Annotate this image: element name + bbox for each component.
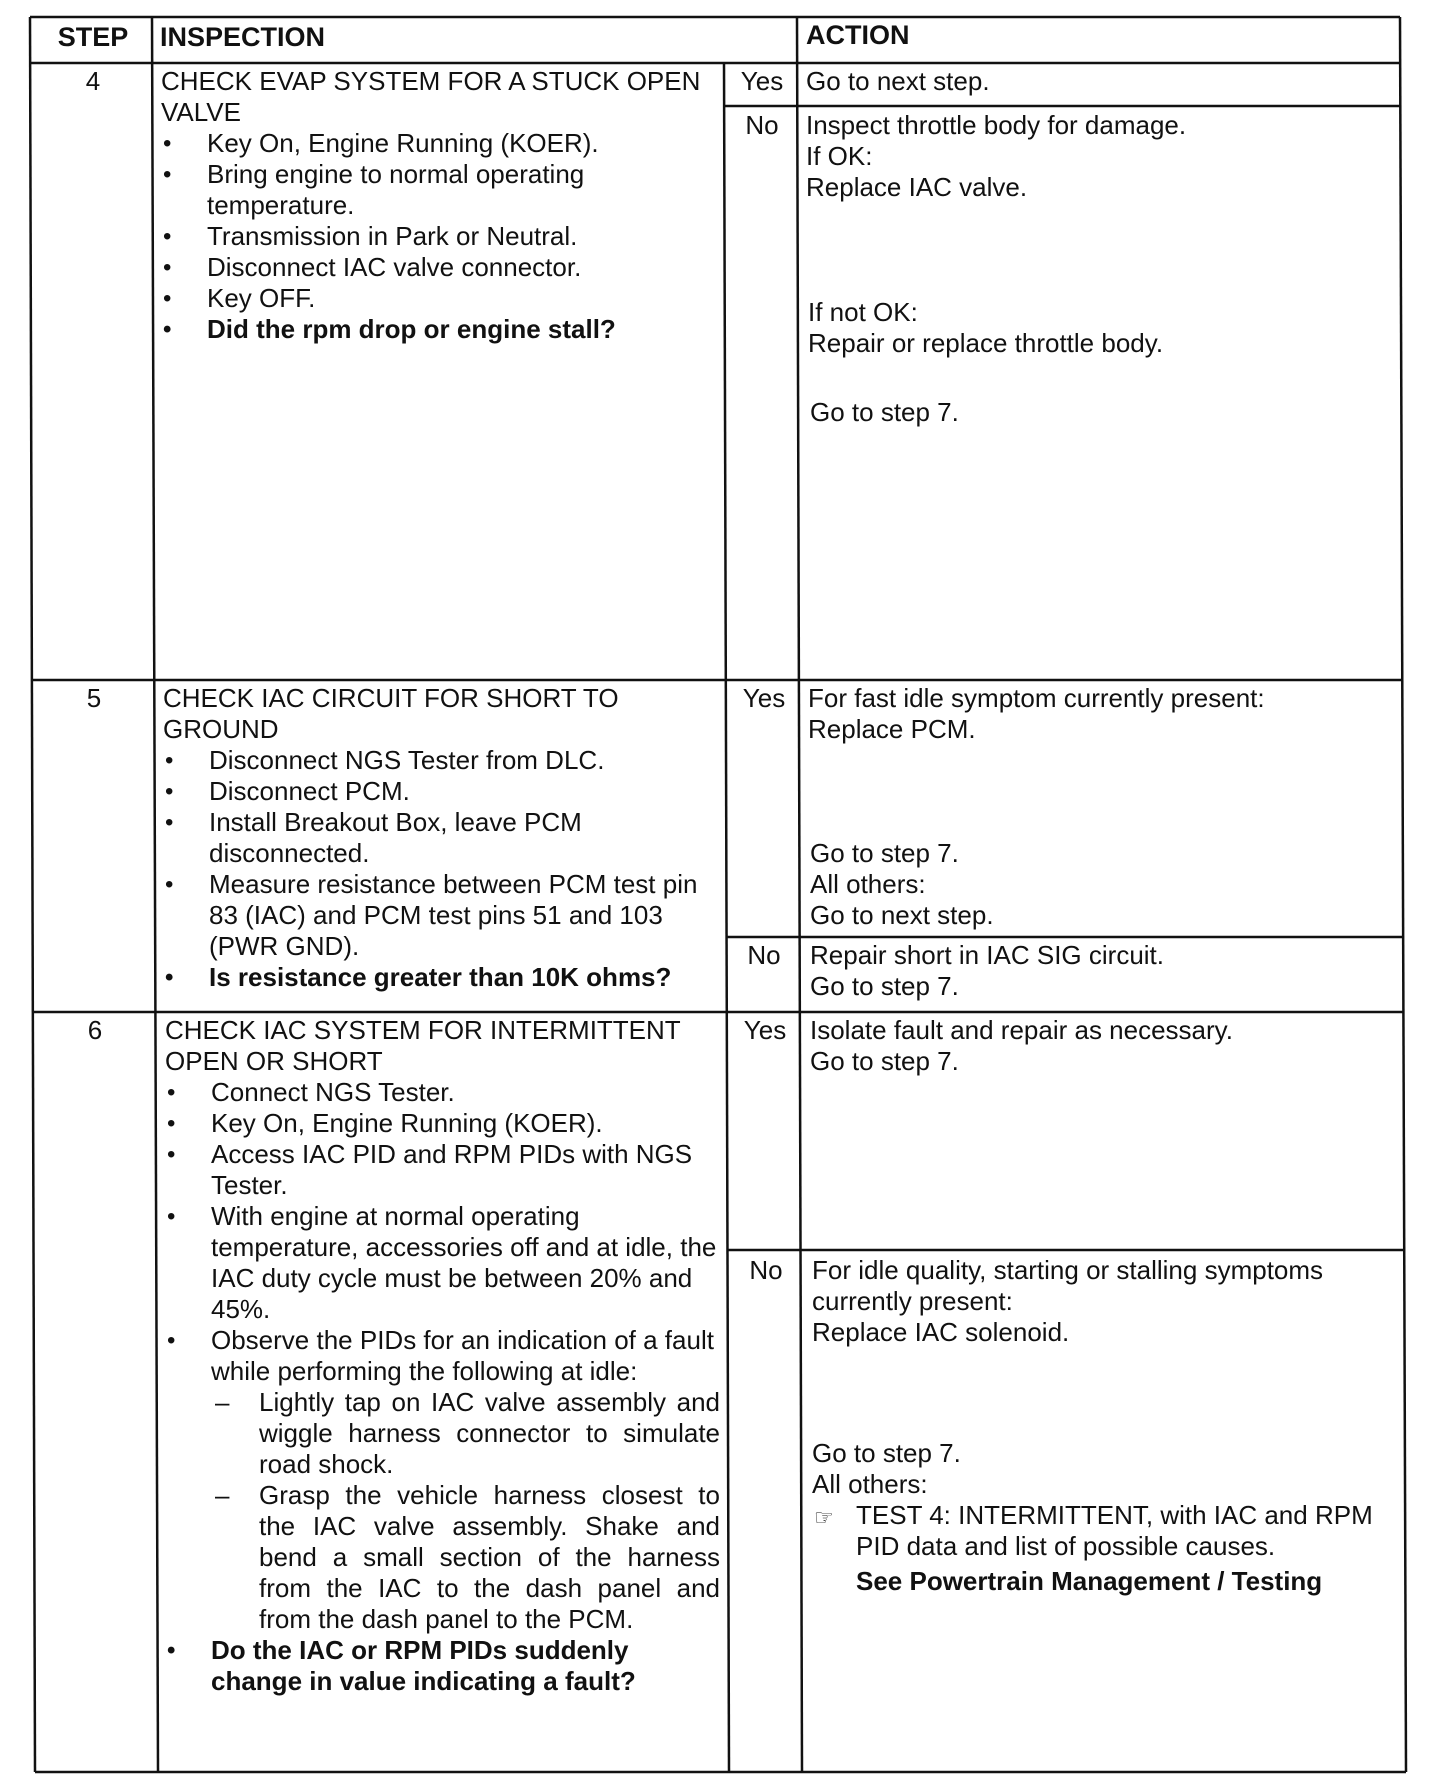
yes-label: Yes <box>743 1015 787 1045</box>
action-line: Replace IAC valve. <box>806 172 1028 202</box>
yes-label: Yes <box>740 66 784 96</box>
action-line: Replace PCM. <box>808 714 976 744</box>
action-line: If not OK: <box>808 297 918 327</box>
reference-text: TEST 4: INTERMITTENT, with IAC and RPM PID data and list of possible causes. <box>856 1500 1373 1561</box>
action-line: For idle quality, starting or stalling symptoms currently present: <box>812 1255 1324 1316</box>
no-action-goto <box>810 397 1400 428</box>
inspection-cell <box>161 66 716 345</box>
action-line: For fast idle symptom currently present: <box>808 683 1265 713</box>
action-line: Go to step 7. <box>810 1046 959 1076</box>
action-line: All others: <box>812 1469 928 1499</box>
action-line: Go to step 7. <box>810 397 959 427</box>
inspection-bullets <box>165 1077 720 1697</box>
inspection-sub-bullet: – Grasp the vehicle harness closest to the IAC valve assembly. Shake and bend a small section of the harness from the IAC to the dash panel and from the dash panel to the PCM. <box>211 1480 720 1635</box>
inspection-bullets <box>163 745 718 993</box>
header-action: ACTION <box>806 20 910 50</box>
action-line: Repair short in IAC SIG circuit. <box>810 940 1164 970</box>
action-line: Go to step 7. <box>812 1438 961 1468</box>
inspection-bullet: • Key On, Engine Running (KOER). <box>161 128 716 159</box>
action-line: Go to step 7. <box>810 971 959 1001</box>
action-line: Go to next step. <box>806 66 990 96</box>
test-reference <box>812 1500 1392 1597</box>
yes-action <box>808 683 1398 745</box>
action-line: All others: <box>810 869 926 899</box>
inspection-bullets <box>161 128 716 345</box>
step-number: 4 <box>85 66 101 96</box>
inspection-title: CHECK IAC CIRCUIT FOR SHORT TO GROUND <box>163 683 619 744</box>
inspection-sub-bullet: – Lightly tap on IAC valve assembly and wiggle harness connector to simulate road shock. <box>211 1387 720 1480</box>
no-action-alt <box>812 1438 1392 1597</box>
inspection-bullet: • Install Breakout Box, leave PCM disconnected. <box>163 807 718 869</box>
action-line: Repair or replace throttle body. <box>808 328 1164 358</box>
no-action <box>812 1255 1372 1348</box>
yes-label: Yes <box>742 683 786 713</box>
inspection-question: • Did the rpm drop or engine stall? <box>161 314 716 345</box>
reference-link[interactable]: See Powertrain Management / Testing <box>856 1566 1323 1596</box>
action-line: If OK: <box>806 141 873 171</box>
no-action <box>810 940 1400 1002</box>
yes-action <box>806 66 1396 97</box>
inspection-question: • Do the IAC or RPM PIDs suddenly change in value indicating a fault? <box>165 1635 720 1697</box>
no-action-alt <box>808 297 1398 359</box>
action-line: Replace IAC solenoid. <box>812 1317 1070 1347</box>
action-line: Isolate fault and repair as necessary. <box>810 1015 1233 1045</box>
inspection-bullet: • Key On, Engine Running (KOER). <box>165 1108 720 1139</box>
no-label: No <box>749 1255 783 1285</box>
inspection-bullet: • With engine at normal operating temperature, accessories off and at idle, the IAC duty cycle must be between 20% and 45%. <box>165 1201 720 1325</box>
header-inspection: INSPECTION <box>160 22 326 52</box>
no-action <box>806 110 1396 203</box>
no-label: No <box>745 110 779 140</box>
inspection-title: CHECK EVAP SYSTEM FOR A STUCK OPEN VALVE <box>161 66 701 127</box>
inspection-bullet: • Disconnect PCM. <box>163 776 718 807</box>
action-line: Go to next step. <box>810 900 994 930</box>
inspection-bullet-text: • Observe the PIDs for an indication of a fault while performing the following at idle: <box>211 1325 714 1386</box>
header-step: STEP <box>57 22 129 52</box>
no-label: No <box>747 940 781 970</box>
inspection-bullet: • Connect NGS Tester. <box>165 1077 720 1108</box>
inspection-bullet <box>165 1325 720 1635</box>
inspection-bullet: • Disconnect IAC valve connector. <box>161 252 716 283</box>
inspection-bullet: • Measure resistance between PCM test pin 83 (IAC) and PCM test pins 51 and 103 (PWR GND). <box>163 869 718 962</box>
inspection-sub-bullets <box>211 1387 720 1635</box>
inspection-bullet: • Bring engine to normal operating temperature. <box>161 159 716 221</box>
inspection-bullet: • Key OFF. <box>161 283 716 314</box>
inspection-title: CHECK IAC SYSTEM FOR INTERMITTENT OPEN OR SHORT <box>165 1015 681 1076</box>
inspection-bullet: • Access IAC PID and RPM PIDs with NGS Tester. <box>165 1139 720 1201</box>
inspection-bullet: • Disconnect NGS Tester from DLC. <box>163 745 718 776</box>
yes-action <box>810 1015 1400 1077</box>
pointing-hand-icon: ☞ <box>814 1505 834 1530</box>
inspection-bullet: • Transmission in Park or Neutral. <box>161 221 716 252</box>
inspection-cell <box>163 683 718 993</box>
inspection-question: • Is resistance greater than 10K ohms? <box>163 962 718 993</box>
yes-action-alt <box>810 838 1400 931</box>
step-number: 5 <box>86 683 102 713</box>
action-line: Go to step 7. <box>810 838 959 868</box>
step-number: 6 <box>87 1015 103 1045</box>
inspection-cell <box>165 1015 720 1697</box>
action-line: Inspect throttle body for damage. <box>806 110 1187 140</box>
